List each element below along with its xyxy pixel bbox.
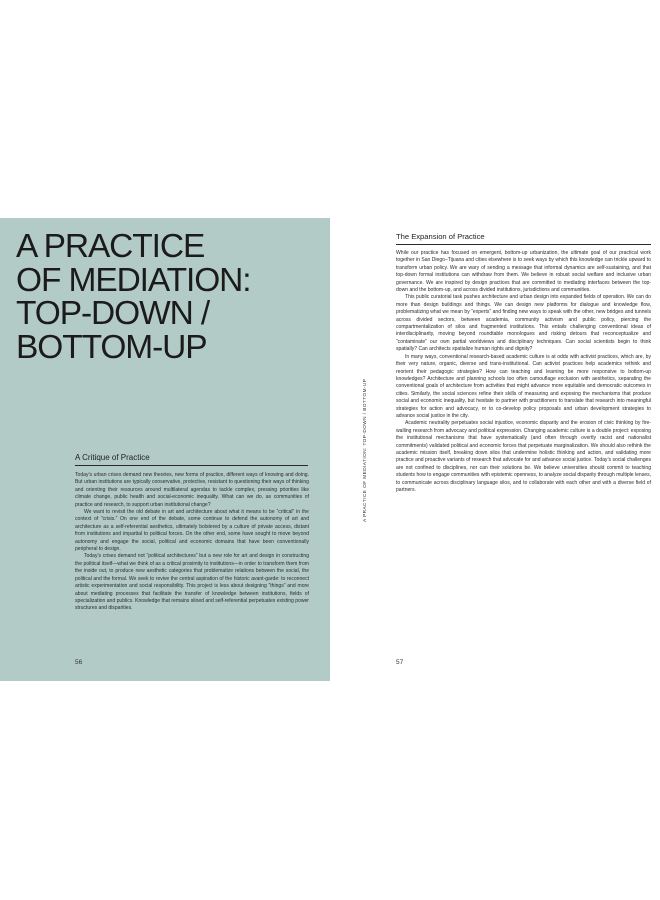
right-body-text [396, 250, 651, 494]
paragraph: We want to revisit the old debate in art and architecture about what it means to be “critical” in the context of “crisis.” On one end of the debate, some continue to defend the autonomy of art and architecture as a self-referential aesthetics, ultimately bolstered by a culture of private access, distant from institutions and impartial to political forces. On the other end, some have sought to move beyond autonomy and engage the social, political and economic domains that have been conventionally peripheral to design. [75, 509, 309, 553]
left-page [0, 218, 330, 681]
paragraph: In many ways, conventional research-based academic culture is at odds with activist practices, which are, by their very nature, organic, diverse and trans-institutional. Can activist practices help academics rethink and reorient their pedagogic strategies? How can teaching and learning be more responsive to bottom-up knowledges? Architecture and planning schools too often camouflage exclusion with aesthetics, separating the conventional goals of architecture from activities that might advance more equitable and democratic outcomes in cities. Similarly, the social sciences refine their skills of measuring and exposing the mechanisms that produce social and economic inequality, but hesitate to partner with practitioners to translate that research into meaningful strategies for action and advocacy, or to co-develop policy proposals and urban development strategies to advance social justice in the city. [396, 353, 651, 419]
page-number-right: 57 [396, 659, 404, 666]
paragraph: While our practice has focused on emergent, bottom-up urbanization, the ultimate goal of our practical work together in San Diego–Tijuana and cities elsewhere is to seek ways by which this knowledge can trickle upward to transform urban policy. We are wary of sending a message that informal dynamics are self-sustaining, and that top-down formal institutions can withdraw from them. We believe in robust social welfare and inclusive urban governance. We are inspired by design practices that are committed to mediating interfaces between the top-down and the bottom-up, and across divided institutions, jurisdictions and communities. [396, 250, 651, 294]
paragraph: This public curatorial task pushes architecture and urban design into expanded fields of operation. We can do more than design buildings and things. We can design new platforms for dialogue and knowledge flow, problematizing what we mean by “experts” and finding new ways to speak with the other, new bridges and tunnels across divided sectors, between academia, community activism and public policy, piercing the compartmentalization of silos and fragmented institutions. This entails challenging conventional ideas of interdisciplinarity, moving beyond roundtable monologues and risking detours that reconceptualize and “contaminate” our own partial worldviews and disciplinary techniques. Can social scientists begin to think spatially? Can architects spatialize human rights and dignity? [396, 294, 651, 353]
running-head: A PRACTICE OF MEDIATION: TOP-DOWN / BOTTOM-UP [362, 378, 367, 522]
page-number-left: 56 [75, 659, 83, 666]
title-line: OF MEDIATION: [16, 261, 251, 299]
section-heading-expansion: The Expansion of Practice [396, 232, 651, 245]
title-line: BOTTOM-UP [16, 328, 207, 366]
title-line: A PRACTICE [16, 228, 205, 265]
paragraph: Today’s urban crises demand new theories, new forms of practice, different ways of knowing and doing. But urban institutions are typically conservative, protective, resistant to questioning their ways of thinking and orienting their resources around multilateral agendas to tackle complex, pressing priorities like climate change, public health and social-economic inequality. What can we do, as communities of practice and research, to support urban institutional change? [75, 472, 309, 508]
paragraph: Academic neutrality perpetuates social injustice, economic disparity and the erosion of civic thinking by fire-walling research from advocacy and political expression. Changing academic culture is a double project: exposing the institutional mechanisms that have systematically (and often through overtly racist and nationalist commitments) validated political and economic forces that perpetuate marginalization. We should also rethink the academic mission itself, breaking down silos that undermine holistic thinking and action, and validating more practice and proactive variants of research that advocate for and advance social justice. Today’s social challenges are not confined to disciplines, nor can their solutions be. We believe universities should commit to teaching students how to engage communities with epistemic openness, to analyze social disparity through multiple lenses, to communicate across disciplinary language silos, and to collaborate with each other and with a diverse field of partners. [396, 420, 651, 493]
paragraph: Today’s crises demand not “political architectures” but a new role for art and design in constructing the political itself—what we think of as a critical proximity to institutions—in order to transform them from the inside out, to produce new aesthetic categories that problematize relations between the social, the political and the formal. We seek to revive the central aspiration of the historic avant-garde: to reconnect artistic experimentation and social responsibility. This project is less about designing “things” and more about mediating processes that facilitate the transfer of knowledge between institutions, fields of specialization and publics. Knowledge that remains siloed and self-referential perpetuates existing power structures and disparities. [75, 553, 309, 612]
left-body-text [75, 472, 309, 613]
title-line: TOP-DOWN / [16, 295, 210, 332]
chapter-title [16, 230, 321, 364]
right-page [330, 218, 660, 681]
section-heading-critique: A Critique of Practice [75, 453, 308, 466]
